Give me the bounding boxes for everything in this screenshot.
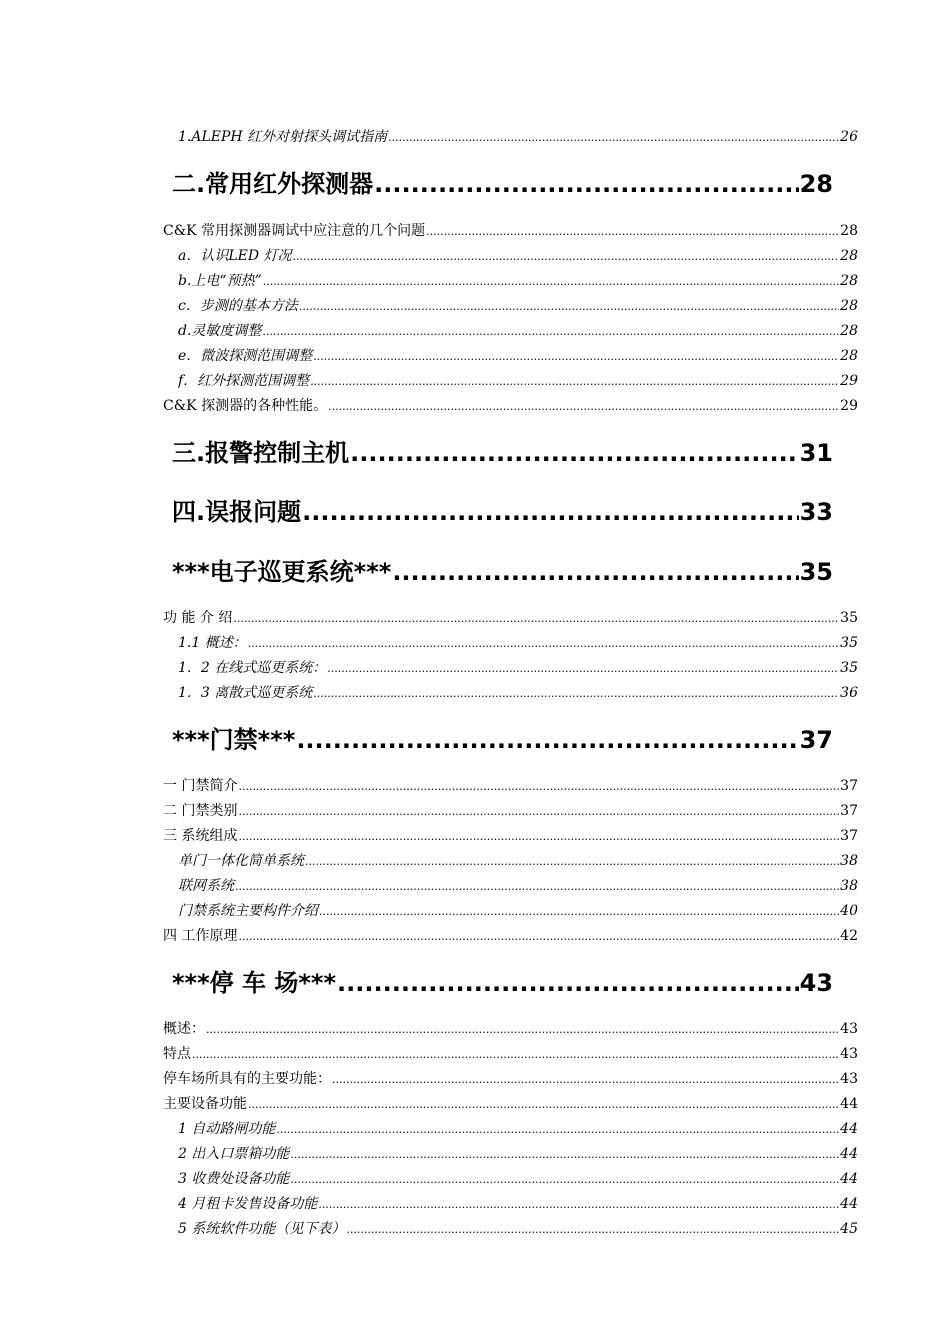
toc-leader-dots (388, 128, 839, 147)
toc-leader-dots (235, 877, 839, 896)
toc-entry-label: 单门一体化简单系统 (178, 853, 304, 869)
toc-heading-page: 31 (799, 439, 833, 467)
toc-leader-dots (327, 659, 839, 678)
toc-leader-dots (374, 167, 798, 201)
toc-entry[interactable] (178, 346, 858, 366)
toc-entry[interactable] (178, 851, 858, 871)
toc-leader-dots (276, 1120, 839, 1139)
toc-entry-page: 44 (840, 1121, 858, 1137)
toc-entry[interactable] (163, 776, 858, 796)
toc-entry-label: 3 收费处设备功能 (178, 1171, 290, 1187)
toc-entry-label: c．步测的基本方法 (178, 298, 298, 314)
toc-leader-dots (238, 802, 839, 821)
toc-entry[interactable] (178, 658, 858, 678)
toc-entry-label: d.灵敏度调整 (178, 323, 262, 339)
toc-leader-dots (238, 827, 839, 846)
toc-heading-label: ***门禁*** (172, 726, 296, 754)
toc-leader-dots (290, 1145, 839, 1164)
toc-entry-label: f．红外探测范围调整 (178, 373, 310, 389)
toc-entry[interactable] (163, 221, 858, 241)
toc-entry[interactable] (163, 1019, 858, 1039)
toc-heading-label: 三.报警控制主机 (172, 439, 350, 467)
toc-entry[interactable] (178, 1144, 858, 1164)
toc-leader-dots (319, 902, 839, 921)
toc-entry-page: 26 (840, 129, 858, 145)
toc-leader-dots (332, 1070, 839, 1089)
toc-entry-page: 44 (840, 1146, 858, 1162)
toc-leader-dots (192, 1045, 839, 1064)
toc-entry[interactable] (163, 826, 858, 846)
toc-leader-dots (313, 347, 839, 366)
toc-heading-page: 43 (799, 969, 833, 997)
toc-entry[interactable] (163, 1069, 858, 1089)
toc-entry-page: 28 (840, 348, 858, 364)
toc-heading-label: ***电子巡更系统*** (172, 558, 392, 586)
toc-entry[interactable] (178, 876, 858, 896)
toc-entry[interactable] (163, 608, 858, 628)
toc-entry[interactable] (178, 127, 858, 147)
toc-entry-page: 37 (840, 828, 858, 844)
toc-entry[interactable] (178, 1119, 858, 1139)
toc-entry-label: e．微波探测范围调整 (178, 348, 313, 364)
toc-entry[interactable] (178, 271, 858, 291)
toc-leader-dots (346, 1220, 839, 1239)
toc-heading[interactable] (172, 723, 833, 757)
toc-entry-label: 2 出入口票箱功能 (178, 1146, 290, 1162)
toc-entry-label: C&K 探测器的各种性能。 (163, 398, 328, 414)
toc-entry[interactable] (163, 1044, 858, 1064)
toc-heading-label: ***停 车 场*** (172, 969, 337, 997)
toc-entry-label: 1．3 离散式巡更系统 (178, 685, 313, 701)
toc-entry-page: 35 (840, 610, 858, 626)
toc-leader-dots (238, 927, 839, 946)
toc-leader-dots (299, 297, 839, 316)
toc-leader-dots (392, 555, 798, 589)
toc-entry-page: 44 (840, 1196, 858, 1212)
toc-leader-dots (305, 852, 839, 871)
toc-entry[interactable] (178, 1169, 858, 1189)
toc-entry-label: 1 自动路闸功能 (178, 1121, 276, 1137)
toc-entry-page: 44 (840, 1171, 858, 1187)
toc-entry[interactable] (178, 321, 858, 341)
toc-entry-label: a．认识LED 灯况 (178, 248, 292, 264)
toc-heading-page: 33 (799, 498, 833, 526)
toc-entry[interactable] (163, 926, 858, 946)
toc-entry-page: 29 (840, 373, 858, 389)
toc-leader-dots (248, 1095, 839, 1114)
toc-leader-dots (318, 1195, 839, 1214)
toc-entry[interactable] (163, 396, 858, 416)
toc-leader-dots (263, 272, 839, 291)
toc-entry[interactable] (163, 1094, 858, 1114)
toc-heading-page: 35 (799, 558, 833, 586)
toc-entry-label: 特点 (163, 1046, 191, 1062)
toc-entry-page: 38 (840, 853, 858, 869)
toc-entry-page: 28 (840, 298, 858, 314)
toc-entry-label: 1.ALEPH 红外对射探头调试指南 (178, 129, 388, 145)
toc-entry-page: 43 (840, 1021, 858, 1037)
toc-leader-dots (206, 1020, 839, 1039)
toc-leader-dots (328, 397, 839, 416)
toc-entry-label: 二 门禁类别 (163, 803, 238, 819)
toc-entry-label: 功 能 介 绍 (163, 610, 233, 626)
toc-leader-dots (313, 684, 839, 703)
toc-entry-page: 37 (840, 803, 858, 819)
toc-entry-page: 43 (840, 1071, 858, 1087)
toc-heading-label: 四.误报问题 (172, 498, 302, 526)
toc-entry[interactable] (178, 1219, 858, 1239)
toc-entry-page: 35 (840, 660, 858, 676)
toc-leader-dots (350, 436, 798, 470)
toc-entry-page: 40 (840, 903, 858, 919)
toc-entry-label: 4 月租卡发售设备功能 (178, 1196, 318, 1212)
toc-heading-label: 二.常用红外探测器 (172, 170, 374, 198)
toc-heading[interactable] (172, 966, 833, 1000)
toc-entry[interactable] (178, 296, 858, 316)
toc-entry-label: 一 门禁简介 (163, 778, 238, 794)
toc-entry-page: 36 (840, 685, 858, 701)
toc-entry[interactable] (178, 246, 858, 266)
toc-leader-dots (233, 609, 839, 628)
toc-entry-page: 37 (840, 778, 858, 794)
toc-entry-label: 停车场所具有的主要功能： (163, 1071, 331, 1087)
toc-entry-page: 28 (840, 323, 858, 339)
toc-entry-label: 主要设备功能 (163, 1096, 247, 1112)
toc-entry-label: 联网系统 (178, 878, 234, 894)
toc-entry-label: 四 工作原理 (163, 928, 238, 944)
toc-leader-dots (290, 1170, 839, 1189)
toc-leader-dots (302, 495, 798, 529)
toc-entry-page: 29 (840, 398, 858, 414)
toc-leader-dots (310, 372, 839, 391)
toc-heading[interactable] (172, 167, 833, 201)
toc-entry-page: 45 (840, 1221, 858, 1237)
toc-leader-dots (337, 966, 799, 1000)
toc-entry-label: b.上电“预热” (178, 273, 262, 289)
toc-entry-page: 35 (840, 635, 858, 651)
toc-entry-page: 38 (840, 878, 858, 894)
toc-leader-dots (426, 222, 839, 241)
toc-entry-page: 28 (840, 273, 858, 289)
toc-entry-page: 28 (840, 223, 858, 239)
toc-entry-page: 42 (840, 928, 858, 944)
toc-leader-dots (293, 247, 840, 266)
toc-entry-page: 43 (840, 1046, 858, 1062)
toc-heading-page: 28 (799, 170, 833, 198)
toc-leader-dots (238, 777, 839, 796)
toc-leader-dots (248, 634, 839, 653)
toc-entry-label: 1．2 在线式巡更系统： (178, 660, 327, 676)
toc-entry-label: 三 系统组成 (163, 828, 238, 844)
toc-heading[interactable] (172, 436, 833, 470)
toc-entry[interactable] (178, 683, 858, 703)
toc-heading-page: 37 (799, 726, 833, 754)
toc-entry-label: 1.1 概述： (178, 635, 247, 651)
toc-entry-label: 概述： (163, 1021, 205, 1037)
toc-heading[interactable] (172, 495, 833, 529)
toc-leader-dots (262, 322, 839, 341)
toc-entry-page: 44 (840, 1096, 858, 1112)
toc-entry[interactable] (178, 1194, 858, 1214)
toc-entry[interactable] (178, 633, 858, 653)
toc-entry-label: C&K 常用探测器调试中应注意的几个问题 (163, 223, 426, 239)
toc-entry[interactable] (178, 901, 858, 921)
toc-heading[interactable] (172, 555, 833, 589)
toc-leader-dots (296, 723, 798, 757)
toc-entry-label: 门禁系统主要构件介绍 (178, 903, 318, 919)
toc-entry[interactable] (178, 371, 858, 391)
toc-entry-page: 28 (840, 248, 858, 264)
toc-entry-label: 5 系统软件功能（见下表） (178, 1221, 346, 1237)
toc-entry[interactable] (163, 801, 858, 821)
